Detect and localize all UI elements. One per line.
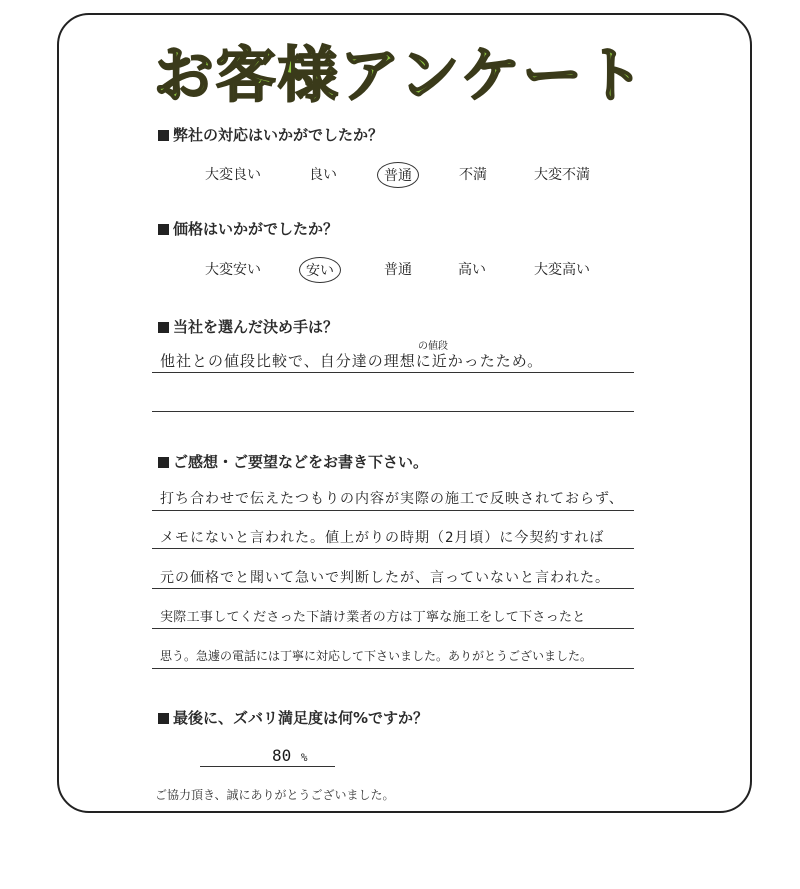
- q2-option-expensive[interactable]: 高い: [458, 262, 486, 278]
- question-5: [158, 707, 428, 728]
- answer-line: [152, 411, 634, 412]
- question-1: [158, 124, 383, 145]
- q2-option-cheap-selected[interactable]: 安い: [299, 257, 341, 283]
- answer-line: [152, 588, 634, 589]
- satisfaction-line: [200, 766, 335, 767]
- question-4: [158, 451, 428, 472]
- square-bullet-icon: [158, 130, 169, 141]
- q1-option-good[interactable]: 良い: [309, 167, 337, 183]
- answer-line: [152, 668, 634, 669]
- q3-insert-note: の値段: [418, 341, 448, 352]
- square-bullet-icon: [158, 457, 169, 468]
- q3-answer: 他社との値段比較で、自分達の理想に近かったため。: [160, 352, 544, 370]
- q2-option-very-expensive[interactable]: 大変高い: [534, 262, 590, 278]
- question-1-label: 弊社の対応はいかがでしたか？: [173, 126, 384, 144]
- square-bullet-icon: [158, 322, 169, 333]
- answer-line: [152, 628, 634, 629]
- q1-option-very-dissatisfied[interactable]: 大変不満: [534, 167, 590, 183]
- question-4-label: ご感想・ご要望などをお書き下さい。: [173, 453, 429, 471]
- square-bullet-icon: [158, 224, 169, 235]
- survey-title: お客様アンケート: [153, 41, 647, 111]
- answer-line: [152, 372, 634, 373]
- satisfaction-number: 80: [272, 746, 292, 765]
- question-2-label: 価格はいかがでしたか？: [173, 220, 339, 238]
- thank-you-footer: ご協力頂き、誠にありがとうございました。: [155, 788, 395, 802]
- question-1-options: [0, 162, 800, 186]
- question-3: [158, 316, 338, 337]
- q4-answer-line-4: 実際工事してくださった下請け業者の方は丁寧な施工をして下さったと: [160, 610, 586, 625]
- q4-answer-line-2: メモにないと言われた。値上がりの時期（2月頃）に今契約すれば: [160, 530, 605, 546]
- q2-option-very-cheap[interactable]: 大変安い: [205, 262, 261, 278]
- answer-line: [152, 548, 634, 549]
- q1-option-very-good[interactable]: 大変良い: [205, 167, 261, 183]
- q4-answer-line-1: 打ち合わせで伝えたつもりの内容が実際の施工で反映されておらず、: [160, 491, 624, 507]
- q4-answer-line-3: 元の価格でと聞いて急いで判断したが、言っていないと言われた。: [160, 570, 610, 586]
- satisfaction-value: [272, 746, 308, 765]
- satisfaction-unit: %: [300, 751, 308, 764]
- question-5-label: 最後に、ズバリ満足度は何%ですか？: [173, 709, 429, 727]
- q1-option-dissatisfied[interactable]: 不満: [459, 167, 487, 183]
- q1-option-normal-selected[interactable]: 普通: [377, 162, 419, 188]
- square-bullet-icon: [158, 713, 169, 724]
- question-3-label: 当社を選んだ決め手は？: [173, 318, 339, 336]
- answer-line: [152, 510, 634, 511]
- question-2: [158, 218, 338, 239]
- q4-answer-line-5: 思う。急遽の電話には丁寧に対応して下さいました。ありがとうございました。: [160, 649, 593, 663]
- q2-option-normal[interactable]: 普通: [384, 262, 412, 278]
- question-2-options: [0, 257, 800, 281]
